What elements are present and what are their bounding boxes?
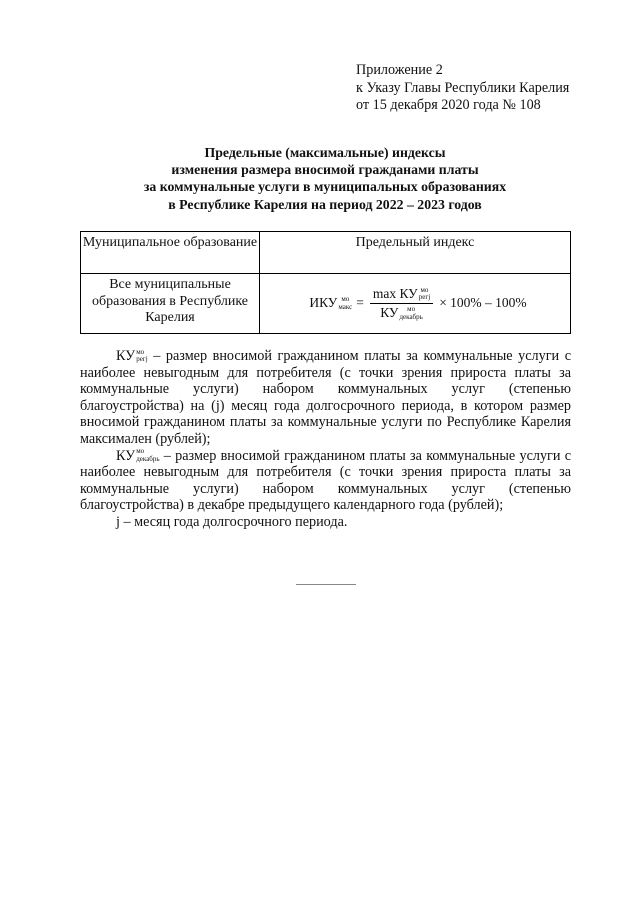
def2-text: – размер вносимой гражданином платы за коммунальные услуги с наиболее невыгодным для потребителя (с точки зрения прироста платы за коммунальные услуги) набором коммунальных услуг (степенью благоустройства) в декабре предыдущего календарного года (рублей); bbox=[80, 447, 571, 514]
def1-text: – размер вносимой гражданином платы за коммунальные услуги с наиболее невыгодным для потребителя (с точки зрения прироста платы за коммунальные услуги) набором коммунальных услуг (степенью благоустройства) на (j) месяц года долгосрочного периода, в котором размер вносимой гражданином платы за коммунальные услуги по Республике Карелия максимален (рублей); bbox=[80, 348, 571, 447]
annex-date: от 15 декабря 2020 года № 108 bbox=[356, 97, 541, 113]
formula-num-text: max КУ bbox=[372, 285, 418, 301]
formula-lhs-sup: мо bbox=[341, 295, 350, 303]
formula-den-sup: мо bbox=[407, 305, 416, 314]
table-header-row bbox=[81, 232, 571, 274]
formula-lhs: ИКУ bbox=[309, 295, 338, 311]
formula-den-sub: декабрь bbox=[399, 312, 423, 321]
cell-formula bbox=[260, 274, 571, 334]
def2-scripts bbox=[136, 448, 159, 463]
formula-numerator bbox=[370, 286, 433, 305]
index-table bbox=[80, 231, 571, 334]
def1-sup: мо bbox=[136, 347, 145, 356]
formula-num-sub: pегj bbox=[418, 293, 431, 302]
document-title bbox=[80, 144, 570, 213]
title-line-3: за коммунальные услуги в муниципальных образованиях bbox=[143, 179, 507, 195]
def2-sup: мо bbox=[136, 447, 145, 456]
title-line-4: в Республике Карелия на период 2022 – 2023 годов bbox=[168, 196, 482, 212]
end-separator-line bbox=[296, 584, 356, 585]
formula-fraction bbox=[370, 286, 433, 322]
definition-2 bbox=[80, 448, 571, 514]
def2-symbol-group bbox=[116, 448, 160, 465]
formula-tail: × 100% – 100% bbox=[439, 295, 527, 311]
def2-symbol: КУ bbox=[116, 447, 136, 464]
def1-scripts bbox=[136, 349, 147, 364]
def1-symbol: КУ bbox=[116, 348, 136, 364]
index-formula bbox=[303, 286, 526, 322]
formula-num-sup: мо bbox=[420, 285, 429, 294]
header-municipality: Муниципальное образование bbox=[81, 232, 260, 274]
definition-1 bbox=[80, 348, 571, 448]
formula-equals: = bbox=[356, 295, 364, 311]
annex-reference bbox=[356, 62, 569, 115]
formula-den-text: КУ bbox=[380, 305, 399, 320]
title-line-2: изменения размера вносимой гражданами платы bbox=[171, 162, 479, 178]
formula-lhs-scripts bbox=[338, 296, 352, 311]
def1-symbol-group bbox=[116, 348, 148, 365]
formula-lhs-sub: макс bbox=[338, 302, 353, 311]
header-limit-index: Предельный индекс bbox=[260, 232, 571, 274]
def1-sub: pегj bbox=[136, 355, 148, 364]
table-row bbox=[81, 274, 571, 334]
formula-num-scripts bbox=[419, 287, 430, 302]
cell-municipality: Все муниципальные образования в Республике Карелия bbox=[81, 274, 260, 334]
title-line-1: Предельные (максимальные) индексы bbox=[204, 145, 446, 160]
definitions-section bbox=[80, 348, 571, 531]
formula-denominator bbox=[377, 304, 426, 322]
formula-den-scripts bbox=[399, 306, 422, 321]
annex-decree: к Указу Главы Республики Карелия bbox=[356, 79, 570, 96]
def2-sub: декабрь bbox=[136, 454, 160, 463]
annex-number: Приложение 2 bbox=[356, 62, 443, 78]
definition-3: j – месяц года долгосрочного периода. bbox=[116, 513, 348, 530]
